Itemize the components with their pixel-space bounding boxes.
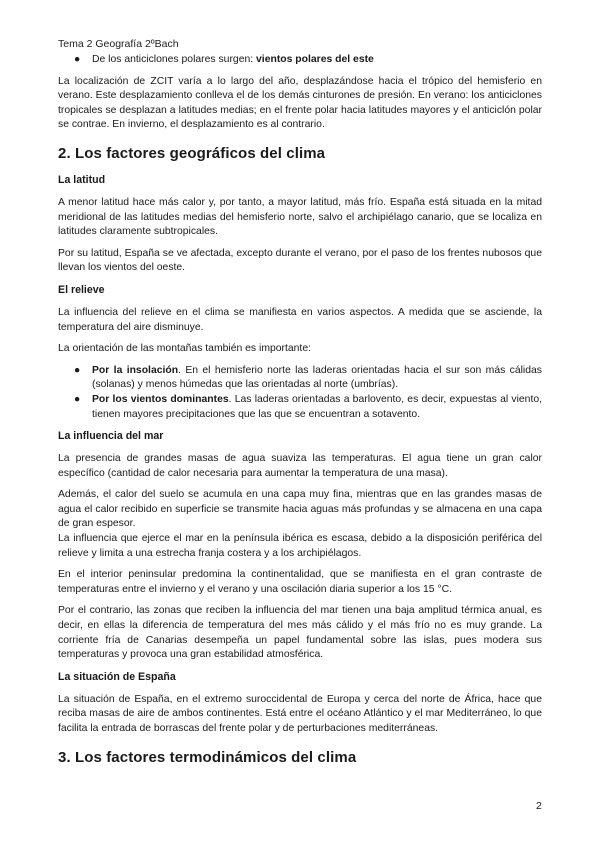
page-header: Tema 2 Geografía 2ºBach (58, 38, 179, 50)
bullet-text: . Las laderas orientadas a barlovento, es decir, expuestas al viento, tienen mayores precipitaciones que las que se encuentran a sotavento. (92, 393, 542, 420)
bullet-text: . En el hemisferio norte las laderas orientadas hacia el sur son más cálidas (solanas) y menos húmedas que las orientadas al norte (umbrías). (92, 364, 542, 391)
bullet-dot-icon: ● (74, 393, 81, 405)
paragraph: Además, el calor del suelo se acumula en una capa muy fina, mientras que en las grandes masas de agua el calor recibido en superficie se transmite hacia aguas más profundas y se almacena en una capa de gran espesor. (58, 489, 542, 530)
list-item (58, 53, 542, 68)
bullet-bold-text: Por los vientos dominantes (92, 393, 229, 405)
situacion-heading: La situación de España (58, 670, 176, 683)
paragraph: Por el contrario, las zonas que reciben la influencia del mar tienen una baja amplitud térmica anual, es decir, en ellas la diferencia de temperatura del mes más cálido y el más frío no es muy grande. La corriente fría de Canarias desempeña un papel fundamental sobre las islas, pues modera sus temperaturas y provoca una gran estabilidad atmosférica. (58, 605, 542, 661)
paragraph: La presencia de grandes masas de agua suaviza las temperaturas. El agua tiene un gran calor específico (cantidad de calor necesaria para aumentar la temperatura de una masa). (58, 453, 542, 479)
list-item (58, 393, 542, 422)
paragraph: En el interior peninsular predomina la continentalidad, que se manifiesta en el gran contraste de temperaturas entre el invierno y el verano y una oscilación diaria superior a los 15 °C. (58, 569, 542, 595)
list-item (58, 364, 542, 393)
bullet-bold-text: Por la insolación (92, 364, 179, 376)
page-content (58, 53, 542, 777)
relieve-heading: El relieve (58, 283, 105, 296)
mar-heading: La influencia del mar (58, 430, 164, 443)
paragraph: La influencia que ejerce el mar en la península ibérica es escasa, debido a la disposición periférica del relieve y limita a una estrecha franja costera y a los archipiélagos. (58, 533, 542, 559)
bullet-dot-icon: ● (74, 364, 81, 376)
page-number: 2 (536, 800, 542, 812)
paragraph: La influencia del relieve en el clima se manifiesta en varios aspectos. A medida que se asciende, la temperatura del aire disminuye. (58, 306, 542, 333)
section-2-title: 2. Los factores geográficos del clima (58, 144, 326, 162)
intro-bullet-list (58, 53, 542, 68)
bullet-dot-icon: ● (74, 54, 81, 65)
paragraph: A menor latitud hace más calor y, por tanto, a mayor latitud, más frío. España está situada en la mitad meridional de las latitudes medias del hemisferio norte, salvo el archipiélago canario, que se localiza en latitudes claramente subtropicales. (58, 196, 542, 238)
latitud-heading: La latitud (58, 173, 106, 186)
paragraph: La situación de España, en el extremo suroccidental de Europa y cerca del norte de África, hace que reciba masas de aire de ambos continentes. Está entre el océano Atlántico y el mar Mediterráneo, lo que facilita la entrada de borrascas del frente polar y de perturbaciones mediterráneas. (58, 693, 542, 734)
bullet-bold-text: vientos polares del este (256, 54, 374, 65)
bullet-text: De los anticiclones polares surgen: (92, 54, 257, 65)
paragraph: Por su latitud, España se ve afectada, excepto durante el verano, por el paso de los frentes nubosos que llevan los vientos del oeste. (58, 247, 542, 274)
paragraph: La orientación de las montañas también es importante: (58, 343, 311, 355)
relieve-bullet-list (58, 364, 542, 422)
intro-paragraph: La localización de ZCIT varía a lo largo del año, desplazándose hacia el trópico del hemisferio en verano. Este desplazamiento conlleva el de los demás cinturones de presión. En verano: los anticiclones tropicales se desplazan a latitudes medias; en el frente polar hacia latitudes mayores y el anticiclón polar se contrae. En invierno, el desplazamiento es al contrario. (58, 75, 542, 131)
section-3-title: 3. Los factores termodinámicos del clima (58, 748, 357, 766)
